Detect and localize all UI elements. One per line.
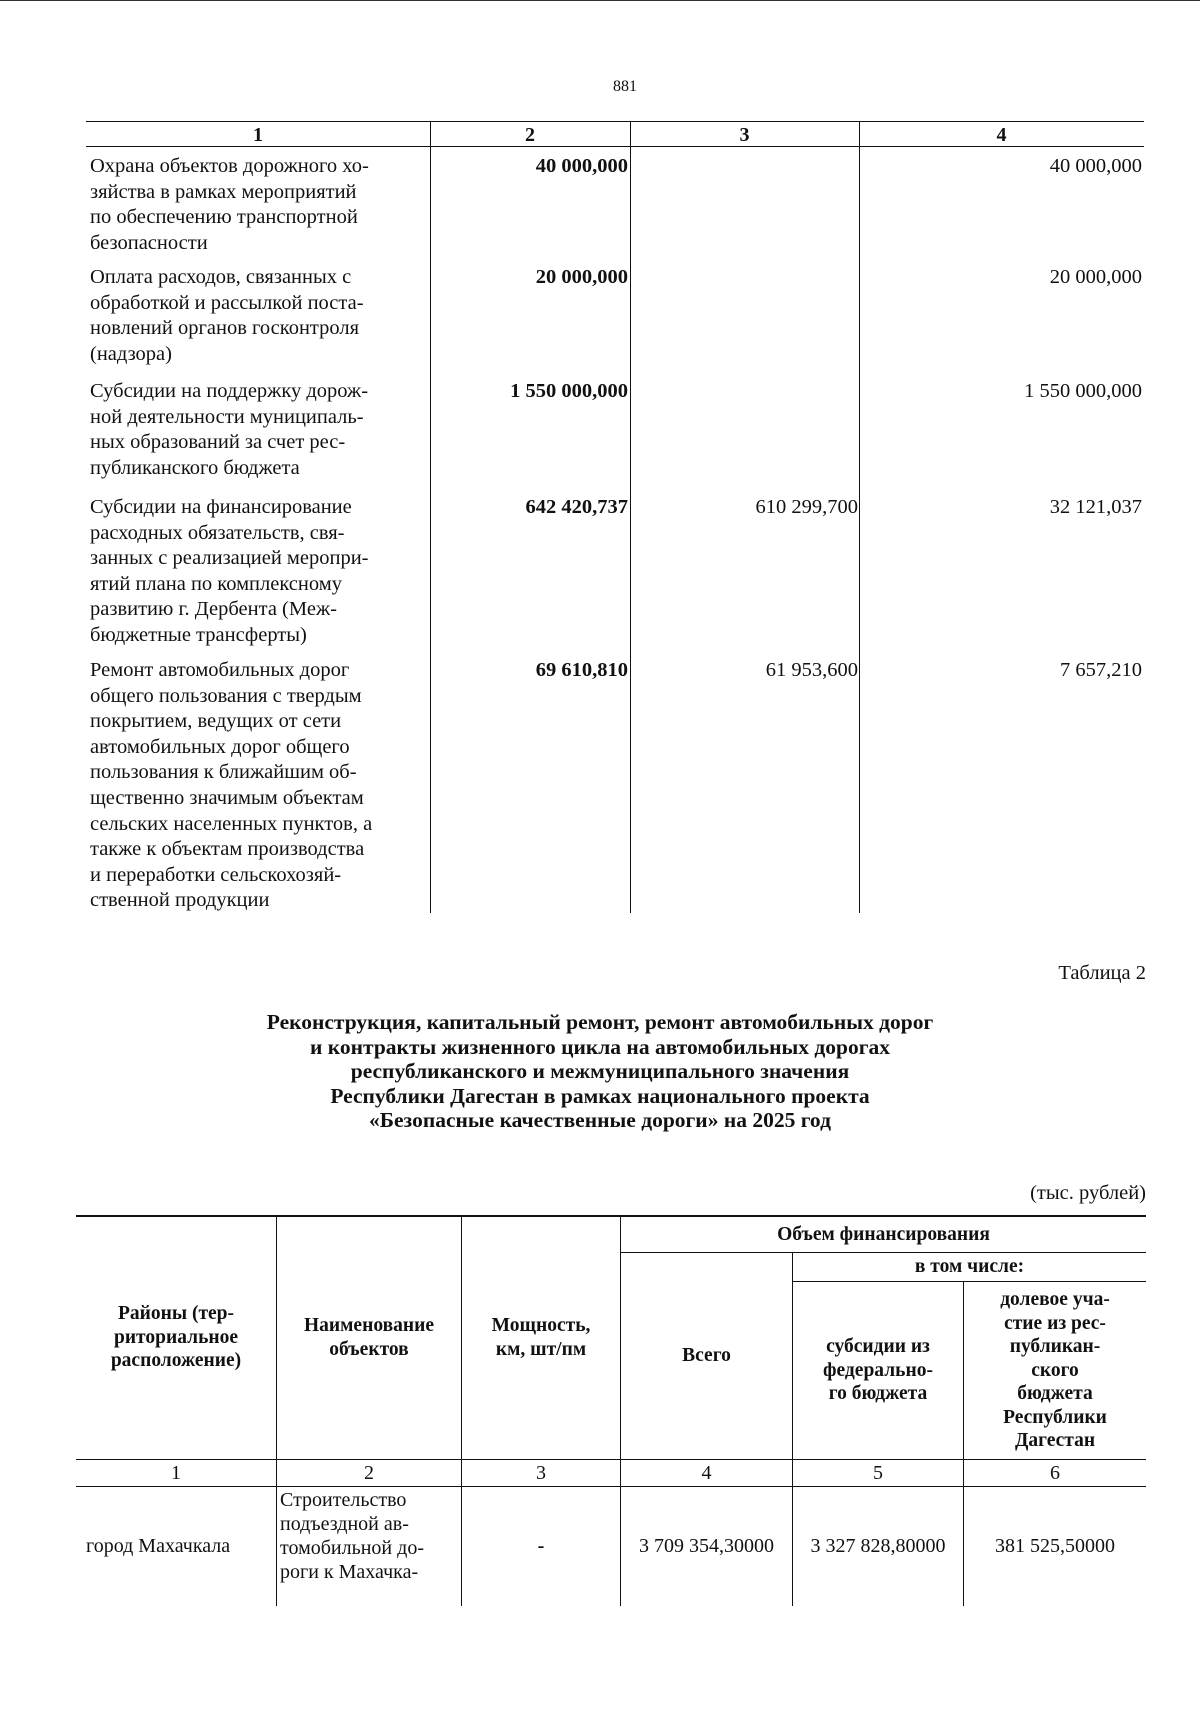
table-2-row-object-name: Строительство подъездной ав- томобильной до- роги к Махачка- xyxy=(280,1489,424,1583)
table-1-row-col4: 40 000,000 xyxy=(1049,155,1142,177)
table-1-row-name: Субсидии на финансирование расходных обязательств, свя- занных с реализацией меропри- ятий плана по комплексному развитию г. Дербента (Меж- бюджетные трансферты) xyxy=(90,496,369,646)
table-1-row-name: Охрана объектов дорожного хо- зяйства в рамках мероприятий по обеспечению транспортной безопасности xyxy=(90,155,369,254)
table-1-row-col4: 32 121,037 xyxy=(1049,496,1142,518)
table-2-col-number: 4 xyxy=(701,1462,712,1484)
table-2-col-number: 1 xyxy=(171,1462,181,1484)
table-1-row-col2: 1 550 000,000 xyxy=(510,380,628,402)
table-1-row-col4: 7 657,210 xyxy=(1060,659,1142,681)
table-2-title: Реконструкция, капитальный ремонт, ремонт автомобильных дорог и контракты жизненного цикла на автомобильных дорогах республиканского и межмуниципального значения Республики Дагестан в рамках национального проекта «Безопасные качественные дороги» на 2025 год xyxy=(266,1010,934,1132)
table-2-header-funding: Объем финансирования xyxy=(777,1223,990,1245)
table-2-row-district: город Махачкала xyxy=(86,1535,231,1557)
table-2-header-district: Районы (тер- риториальное расположение) xyxy=(110,1303,242,1372)
table-1-row-col4: 1 550 000,000 xyxy=(1024,380,1142,402)
table-2-header-capacity: Мощность, км, шт/пм xyxy=(491,1315,591,1360)
table-2-header-object-name: Наименование объектов xyxy=(304,1315,434,1360)
table-1-row-col2: 642 420,737 xyxy=(525,496,628,518)
page-number: 881 xyxy=(613,78,637,95)
table-2-label: Таблица 2 xyxy=(1058,962,1146,984)
table-2-row-capacity: - xyxy=(537,1535,545,1557)
table-2-col-number: 3 xyxy=(536,1462,546,1484)
table-1-row-col4: 20 000,000 xyxy=(1049,266,1142,288)
table-1-row-name: Субсидии на поддержку дорож- ной деятельности муниципаль- ных образований за счет рес- публиканского бюджета xyxy=(90,380,369,479)
table-1-row-col3: 610 299,700 xyxy=(755,496,858,518)
table-1-row-col2: 69 610,810 xyxy=(535,659,628,681)
table-2-col-number: 6 xyxy=(1050,1462,1060,1484)
table-1-row-col3: 61 953,600 xyxy=(765,659,858,681)
table-2-col-number: 2 xyxy=(364,1462,374,1484)
table-2-header-including: в том числе: xyxy=(914,1256,1025,1278)
table-2-row-total: 3 709 354,30000 xyxy=(639,1535,774,1557)
table-2-header-line xyxy=(76,1459,1146,1460)
table-1-header-border xyxy=(86,146,1144,147)
table-1-row-name: Ремонт автомобильных дорог общего пользования с твердым покрытием, ведущих от сети автомобильных дорог общего пользования к ближайшим об- щественно значимым объектам сельских населенных пунктов, а также к объектам производства и переработки сельскохозяй- ственной продукции xyxy=(90,659,373,912)
table-1-top-border xyxy=(86,121,1144,122)
table-1-row-col2: 20 000,000 xyxy=(535,266,628,288)
table-1-header-col-3: 3 xyxy=(739,124,750,146)
table-1-header-col-4: 4 xyxy=(996,124,1007,146)
table-2-header-line xyxy=(76,1486,1146,1487)
table-2-row-federal: 3 327 828,80000 xyxy=(810,1535,946,1557)
table-2-row-republic: 381 525,50000 xyxy=(995,1535,1115,1557)
table-1-header-col-1: 1 xyxy=(253,124,263,146)
table-2-header-federal: субсидии из федерально- го бюджета xyxy=(823,1336,933,1405)
table-1-header-col-2: 2 xyxy=(525,124,535,146)
page-top-edge-line xyxy=(0,0,1200,1)
table-1-row-name: Оплата расходов, связанных с обработкой и рассылкой поста- новлений органов госконтроля (надзора) xyxy=(90,266,364,365)
table-1-row-col2: 40 000,000 xyxy=(535,155,628,177)
table-2-col-number: 5 xyxy=(873,1462,883,1484)
units-label: (тыс. рублей) xyxy=(1030,1182,1146,1204)
table-2-header-republic: долевое уча- стие из рес- публикан- ского бюджета Республики Дагестан xyxy=(1000,1289,1110,1452)
table-2-header-total: Всего xyxy=(682,1345,731,1367)
